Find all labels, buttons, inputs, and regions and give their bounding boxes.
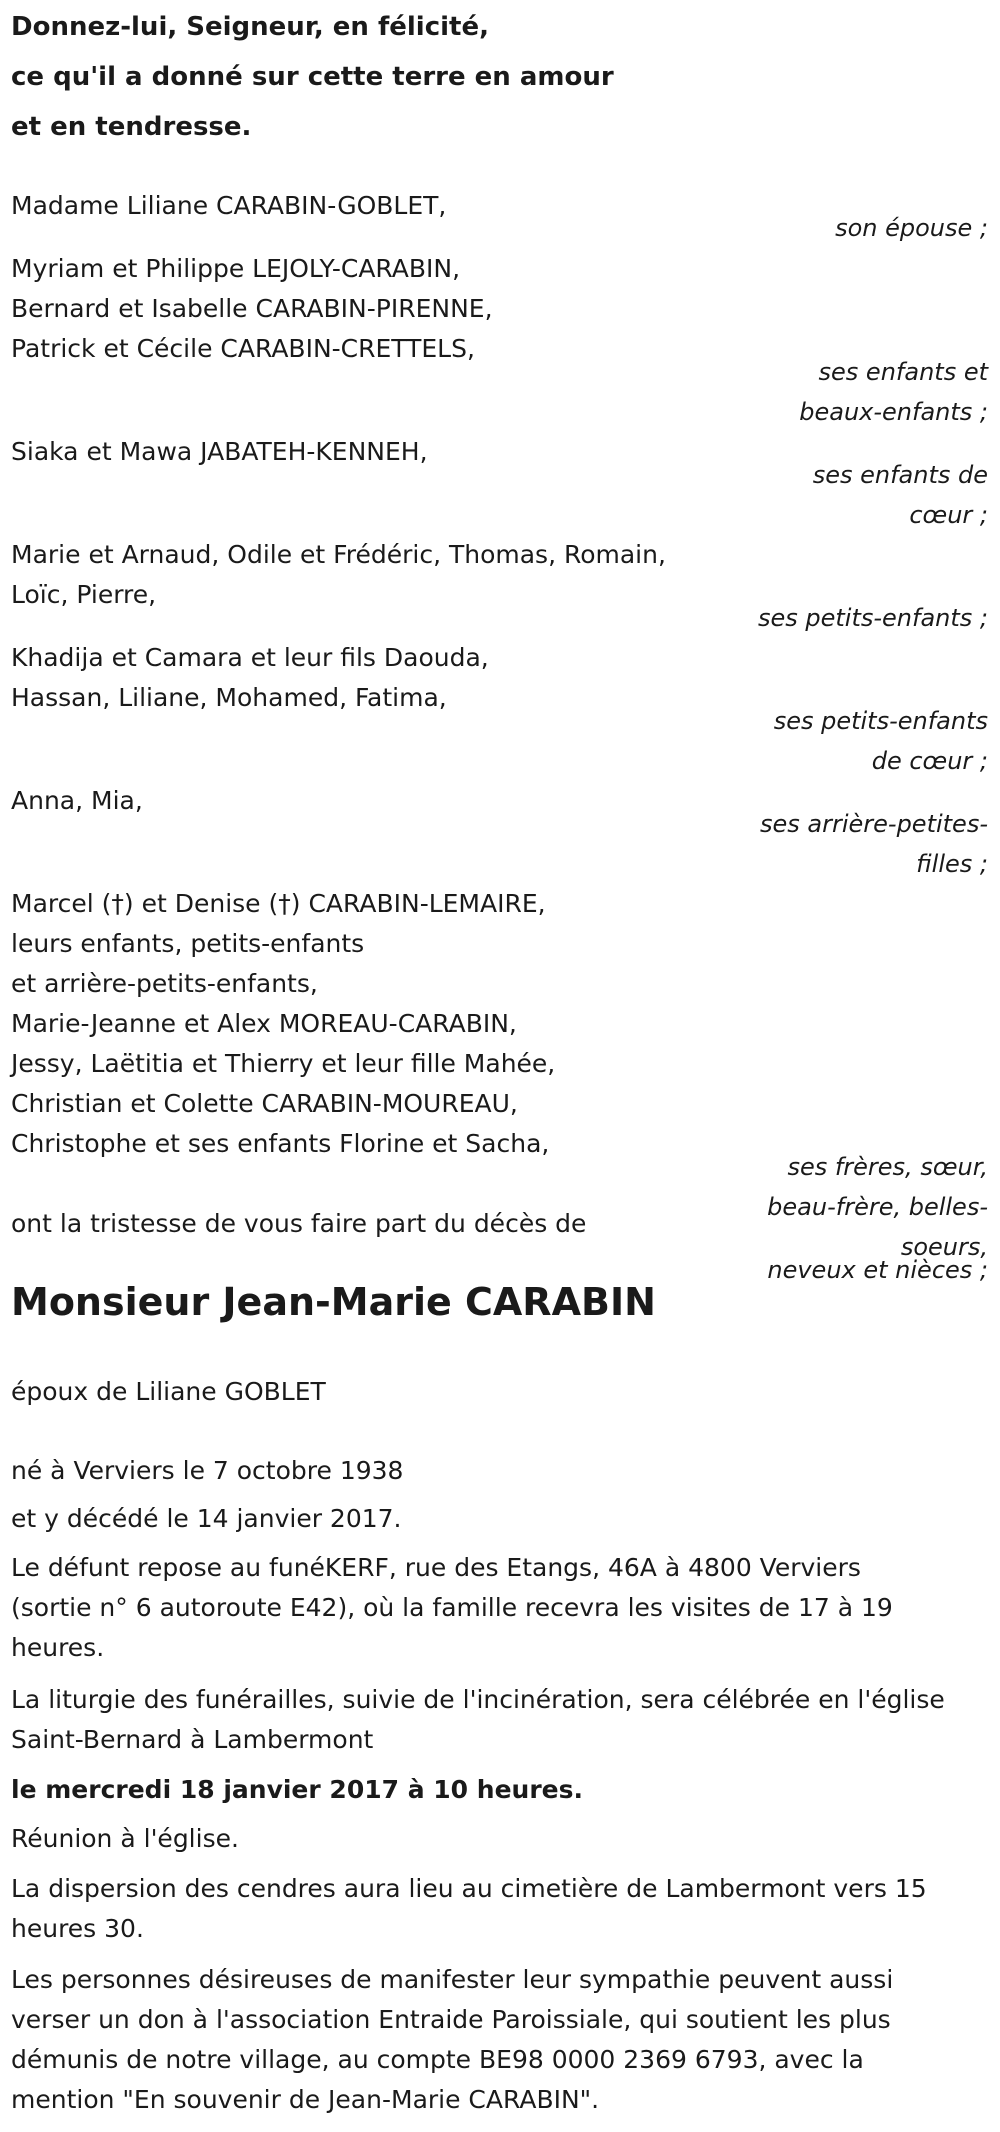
death-line: et y décédé le 14 janvier 2017. <box>11 1504 402 1533</box>
rest-line: (sortie n° 6 autoroute E42), où la famille recevra les visites de 17 à 19 <box>11 1593 893 1622</box>
family-line: Marcel (†) et Denise (†) CARABIN-LEMAIRE, <box>11 889 546 918</box>
family-line: Myriam et Philippe LEJOLY-CARABIN, <box>11 254 461 283</box>
relation-label: beau-frère, belles- <box>767 1193 988 1221</box>
rest-line: Le défunt repose au funéKERF, rue des Etangs, 46A à 4800 Verviers <box>11 1553 861 1582</box>
family-line: Marie-Jeanne et Alex MOREAU-CARABIN, <box>11 1009 517 1038</box>
family-wife: Madame Liliane CARABIN-GOBLET, <box>11 191 447 220</box>
ashes-line: heures 30. <box>11 1914 144 1943</box>
family-line: Siaka et Mawa JABATEH-KENNEH, <box>11 437 428 466</box>
family-line: Marie et Arnaud, Odile et Frédéric, Thomas, Romain, <box>11 540 666 569</box>
family-line: Hassan, Liliane, Mohamed, Fatima, <box>11 683 447 712</box>
family-line: leurs enfants, petits-enfants <box>11 929 365 958</box>
relation-label: soeurs, <box>900 1233 988 1261</box>
announcement: ont la tristesse de vous faire part du décès de <box>11 1209 587 1238</box>
prayer-line: et en tendresse. <box>11 112 252 142</box>
prayer-line: Donnez-lui, Seigneur, en félicité, <box>11 12 489 42</box>
relation-label: ses petits-enfants <box>773 707 988 735</box>
birth-line: né à Verviers le 7 octobre 1938 <box>11 1456 404 1485</box>
deceased-name: Monsieur Jean-Marie CARABIN <box>11 1280 656 1324</box>
family-line: Christian et Colette CARABIN-MOUREAU, <box>11 1089 518 1118</box>
relation-label: neveux et nièces ; <box>767 1256 988 1284</box>
relation-label: de cœur ; <box>871 747 988 775</box>
relation-label: cœur ; <box>909 501 988 529</box>
donation-line: verser un don à l'association Entraide Paroissiale, qui soutient les plus <box>11 2005 891 2034</box>
family-line: Patrick et Cécile CARABIN-CRETTELS, <box>11 334 475 363</box>
prayer-line: ce qu'il a donné sur cette terre en amour <box>11 62 614 92</box>
spouse-line: époux de Liliane GOBLET <box>11 1377 326 1406</box>
family-line: Khadija et Camara et leur fils Daouda, <box>11 643 489 672</box>
ceremony-date: le mercredi 18 janvier 2017 à 10 heures. <box>11 1775 583 1804</box>
relation-label: ses arrière-petites- <box>760 810 988 838</box>
donation-line: Les personnes désireuses de manifester leur sympathie peuvent aussi <box>11 1965 894 1994</box>
relation-label: son épouse ; <box>835 214 988 242</box>
liturgy-line: La liturgie des funérailles, suivie de l'incinération, sera célébrée en l'église <box>11 1685 945 1714</box>
rest-line: heures. <box>11 1633 105 1662</box>
relation-label: ses enfants et <box>818 358 988 386</box>
meeting-line: Réunion à l'église. <box>11 1824 239 1853</box>
donation-line: mention "En souvenir de Jean-Marie CARABIN". <box>11 2085 600 2114</box>
ashes-line: La dispersion des cendres aura lieu au cimetière de Lambermont vers 15 <box>11 1874 927 1903</box>
relation-label: ses enfants de <box>812 461 988 489</box>
relation-label: ses frères, sœur, <box>787 1153 988 1181</box>
relation-label: filles ; <box>916 850 988 878</box>
family-line: Christophe et ses enfants Florine et Sacha, <box>11 1129 550 1158</box>
liturgy-line: Saint-Bernard à Lambermont <box>11 1725 374 1754</box>
relation-label: beaux-enfants ; <box>799 398 988 426</box>
donation-line: démunis de notre village, au compte BE98 0000 2369 6793, avec la <box>11 2045 864 2074</box>
family-line: et arrière-petits-enfants, <box>11 969 318 998</box>
relation-label: ses petits-enfants ; <box>757 604 988 632</box>
family-line: Bernard et Isabelle CARABIN-PIRENNE, <box>11 294 493 323</box>
family-line: Anna, Mia, <box>11 786 143 815</box>
family-line: Jessy, Laëtitia et Thierry et leur fille Mahée, <box>11 1049 556 1078</box>
family-line: Loïc, Pierre, <box>11 580 157 609</box>
